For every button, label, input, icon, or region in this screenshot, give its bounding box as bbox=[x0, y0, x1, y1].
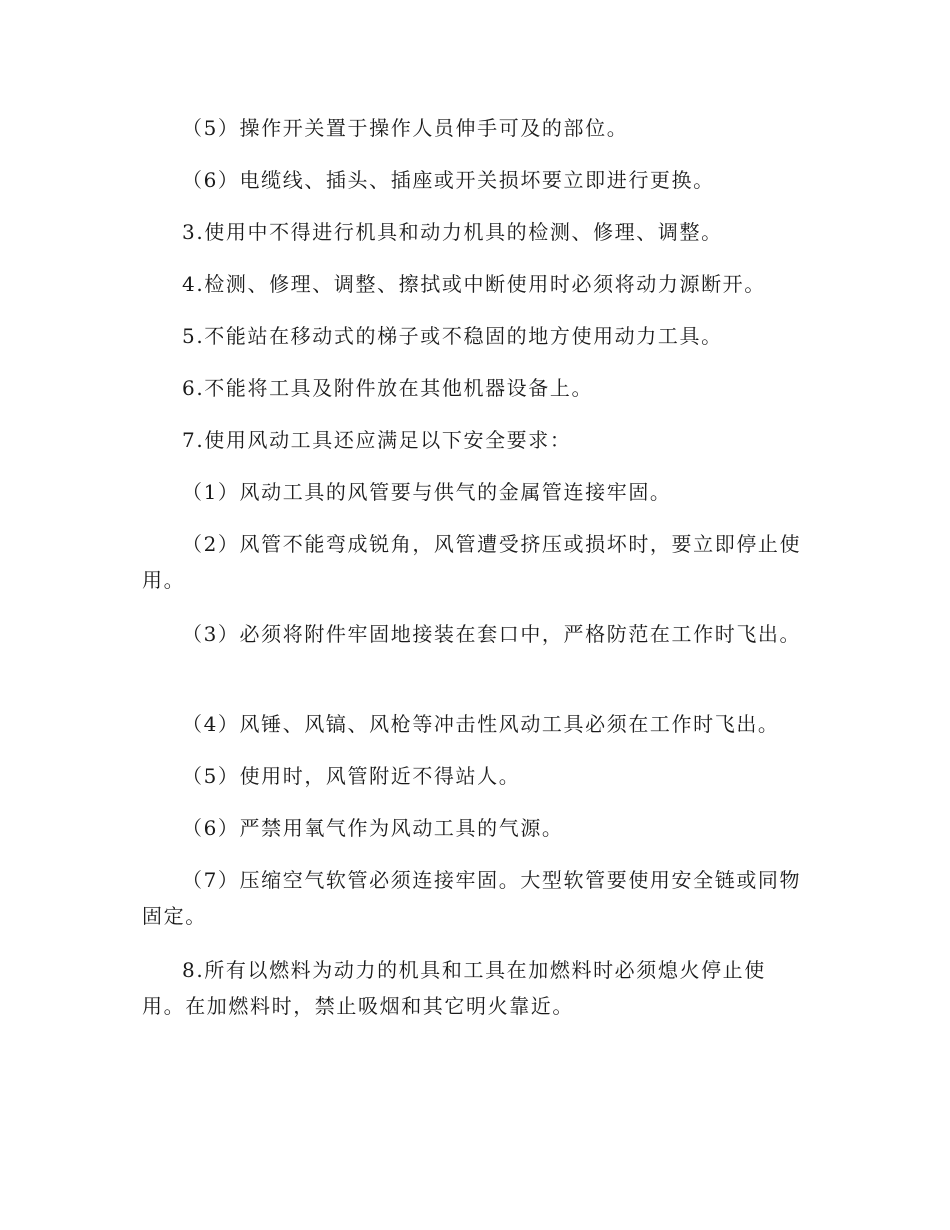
paragraph-item-6-cable: （6）电缆线、插头、插座或开关损坏要立即进行更换。 bbox=[182, 168, 715, 192]
paragraph-rule-7: 7.使用风动工具还应满足以下安全要求： bbox=[182, 428, 572, 452]
paragraph-item-6-no-oxygen: （6）严禁用氧气作为风动工具的气源。 bbox=[182, 816, 564, 840]
paragraph-item-7-compressed-air: （7）压缩空气软管必须连接牢固。大型软管要使用安全链或同物固定。 bbox=[142, 868, 802, 928]
paragraph-item-2-hose-angle: （2）风管不能弯成锐角，风管遭受挤压或损坏时，要立即停止使用。 bbox=[142, 532, 802, 592]
paragraph-item-3-attachment: （3）必须将附件牢固地接装在套口中，严格防范在工作时飞出。 bbox=[182, 622, 802, 646]
paragraph-item-1-hose: （1）风动工具的风管要与供气的金属管连接牢固。 bbox=[182, 480, 672, 504]
paragraph-item-4-impact-tools: （4）风锤、风镐、风枪等冲击性风动工具必须在工作时飞出。 bbox=[182, 712, 780, 736]
paragraph-item-5-no-standing: （5）使用时，风管附近不得站人。 bbox=[182, 764, 521, 788]
paragraph-rule-4: 4.检测、修理、调整、擦拭或中断使用时必须将动力源断开。 bbox=[182, 272, 766, 296]
paragraph-rule-3: 3.使用中不得进行机具和动力机具的检测、修理、调整。 bbox=[182, 220, 723, 244]
paragraph-rule-8: 8.所有以燃料为动力的机具和工具在加燃料时必须熄火停止使用。在加燃料时，禁止吸烟和其它明火靠近。 bbox=[142, 958, 766, 1018]
paragraph-rule-6: 6.不能将工具及附件放在其他机器设备上。 bbox=[182, 376, 594, 400]
paragraph-rule-5: 5.不能站在移动式的梯子或不稳固的地方使用动力工具。 bbox=[182, 324, 723, 348]
paragraph-item-5-switch: （5）操作开关置于操作人员伸手可及的部位。 bbox=[182, 116, 629, 140]
